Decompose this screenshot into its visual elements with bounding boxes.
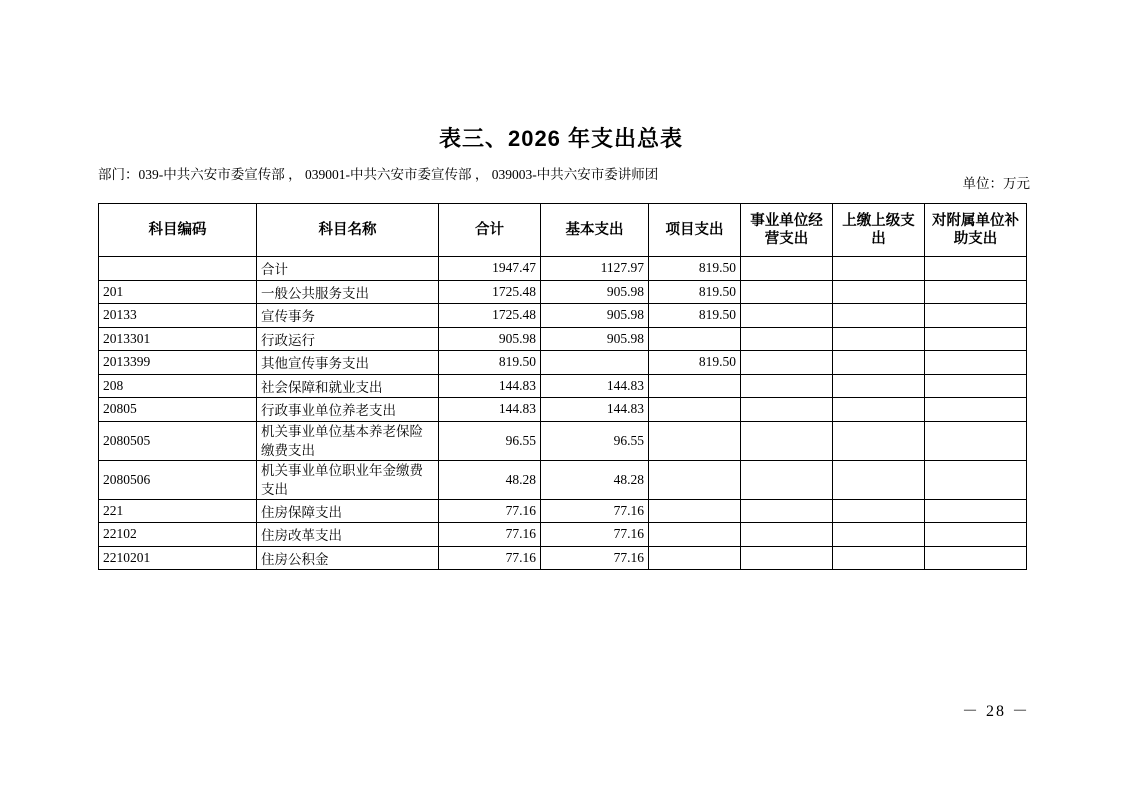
cell-business-expenditure [741,374,833,398]
cell-upper-expenditure [833,257,925,281]
cell-upper-expenditure [833,460,925,499]
cell-subsidy-expenditure [925,374,1027,398]
cell-subject-name: 其他宣传事务支出 [257,351,439,375]
cell-subject-code [99,257,257,281]
cell-subject-code: 208 [99,374,257,398]
cell-project-expenditure [649,327,741,351]
column-header-code: 科目编码 [99,204,257,257]
cell-business-expenditure [741,460,833,499]
unit-label: 单位：万元 [962,176,1030,191]
cell-total: 144.83 [439,398,541,422]
cell-business-expenditure [741,523,833,547]
cell-subsidy-expenditure [925,257,1027,281]
table-row [99,351,1027,375]
cell-basic-expenditure: 77.16 [541,546,649,570]
cell-total: 819.50 [439,351,541,375]
table-row [99,460,1027,499]
column-header-name: 科目名称 [257,204,439,257]
cell-project-expenditure [649,499,741,523]
cell-upper-expenditure [833,327,925,351]
column-header-project: 项目支出 [649,204,741,257]
cell-total: 77.16 [439,523,541,547]
cell-business-expenditure [741,499,833,523]
cell-subject-name: 宣传事务 [257,304,439,328]
cell-basic-expenditure: 144.83 [541,374,649,398]
cell-total: 77.16 [439,546,541,570]
cell-business-expenditure [741,280,833,304]
cell-subsidy-expenditure [925,523,1027,547]
cell-upper-expenditure [833,351,925,375]
table-row [99,523,1027,547]
cell-project-expenditure: 819.50 [649,351,741,375]
cell-total: 1947.47 [439,257,541,281]
cell-business-expenditure [741,257,833,281]
cell-total: 1725.48 [439,280,541,304]
cell-total: 77.16 [439,499,541,523]
cell-project-expenditure: 819.50 [649,304,741,328]
cell-subject-name: 机关事业单位职业年金缴费支出 [257,460,439,499]
cell-upper-expenditure [833,374,925,398]
cell-subject-name: 一般公共服务支出 [257,280,439,304]
cell-total: 1725.48 [439,304,541,328]
cell-business-expenditure [741,546,833,570]
cell-project-expenditure [649,398,741,422]
cell-subsidy-expenditure [925,460,1027,499]
cell-upper-expenditure [833,546,925,570]
column-header-business: 事业单位经营支出 [741,204,833,257]
cell-basic-expenditure: 1127.97 [541,257,649,281]
cell-upper-expenditure [833,304,925,328]
table-row [99,304,1027,328]
cell-subject-code: 221 [99,499,257,523]
cell-basic-expenditure: 77.16 [541,523,649,547]
page-number: － 28 － [961,703,1030,720]
table-row [99,327,1027,351]
cell-basic-expenditure: 144.83 [541,398,649,422]
cell-subject-code: 2080506 [99,460,257,499]
cell-subject-code: 2013399 [99,351,257,375]
cell-upper-expenditure [833,499,925,523]
cell-total: 96.55 [439,421,541,460]
cell-basic-expenditure: 905.98 [541,280,649,304]
cell-subject-name: 住房公积金 [257,546,439,570]
cell-subject-name: 行政事业单位养老支出 [257,398,439,422]
table-row [99,398,1027,422]
cell-basic-expenditure [541,351,649,375]
column-header-subsidy: 对附属单位补助支出 [925,204,1027,257]
cell-subject-code: 22102 [99,523,257,547]
table-header-row [99,204,1027,257]
column-header-basic: 基本支出 [541,204,649,257]
department-line: 部门：039-中共六安市委宣传部 ， 039001-中共六安市委宣传部 ， 039003-中共六安市委讲师团 [98,167,659,182]
cell-subsidy-expenditure [925,280,1027,304]
cell-subject-code: 2013301 [99,327,257,351]
cell-project-expenditure [649,374,741,398]
cell-subject-code: 2210201 [99,546,257,570]
cell-subject-code: 20805 [99,398,257,422]
cell-basic-expenditure: 48.28 [541,460,649,499]
cell-subsidy-expenditure [925,546,1027,570]
table-row [99,280,1027,304]
cell-upper-expenditure [833,398,925,422]
cell-total: 905.98 [439,327,541,351]
cell-subsidy-expenditure [925,499,1027,523]
page-title: 表三、2026 年支出总表 [438,126,684,151]
column-header-total: 合计 [439,204,541,257]
cell-business-expenditure [741,398,833,422]
cell-project-expenditure [649,546,741,570]
cell-subsidy-expenditure [925,398,1027,422]
cell-upper-expenditure [833,523,925,547]
column-header-upper: 上缴上级支出 [833,204,925,257]
cell-subject-name: 社会保障和就业支出 [257,374,439,398]
cell-subject-name: 合计 [257,257,439,281]
cell-project-expenditure [649,523,741,547]
cell-business-expenditure [741,304,833,328]
cell-project-expenditure [649,460,741,499]
cell-basic-expenditure: 96.55 [541,421,649,460]
table-row [99,421,1027,460]
cell-subsidy-expenditure [925,327,1027,351]
cell-upper-expenditure [833,280,925,304]
table-row [99,499,1027,523]
cell-subsidy-expenditure [925,351,1027,375]
cell-subject-code: 2080505 [99,421,257,460]
cell-upper-expenditure [833,421,925,460]
table-row [99,257,1027,281]
cell-subsidy-expenditure [925,304,1027,328]
cell-basic-expenditure: 905.98 [541,327,649,351]
cell-subsidy-expenditure [925,421,1027,460]
cell-basic-expenditure: 77.16 [541,499,649,523]
expenditure-table [98,203,1027,570]
cell-subject-code: 20133 [99,304,257,328]
cell-business-expenditure [741,351,833,375]
cell-project-expenditure [649,421,741,460]
cell-subject-code: 201 [99,280,257,304]
cell-subject-name: 机关事业单位基本养老保险缴费支出 [257,421,439,460]
table-row [99,374,1027,398]
table-row [99,546,1027,570]
cell-basic-expenditure: 905.98 [541,304,649,328]
cell-subject-name: 住房保障支出 [257,499,439,523]
table-body [99,257,1027,570]
cell-business-expenditure [741,327,833,351]
cell-project-expenditure: 819.50 [649,280,741,304]
cell-business-expenditure [741,421,833,460]
cell-subject-name: 行政运行 [257,327,439,351]
cell-total: 144.83 [439,374,541,398]
cell-subject-name: 住房改革支出 [257,523,439,547]
cell-total: 48.28 [439,460,541,499]
cell-project-expenditure: 819.50 [649,257,741,281]
